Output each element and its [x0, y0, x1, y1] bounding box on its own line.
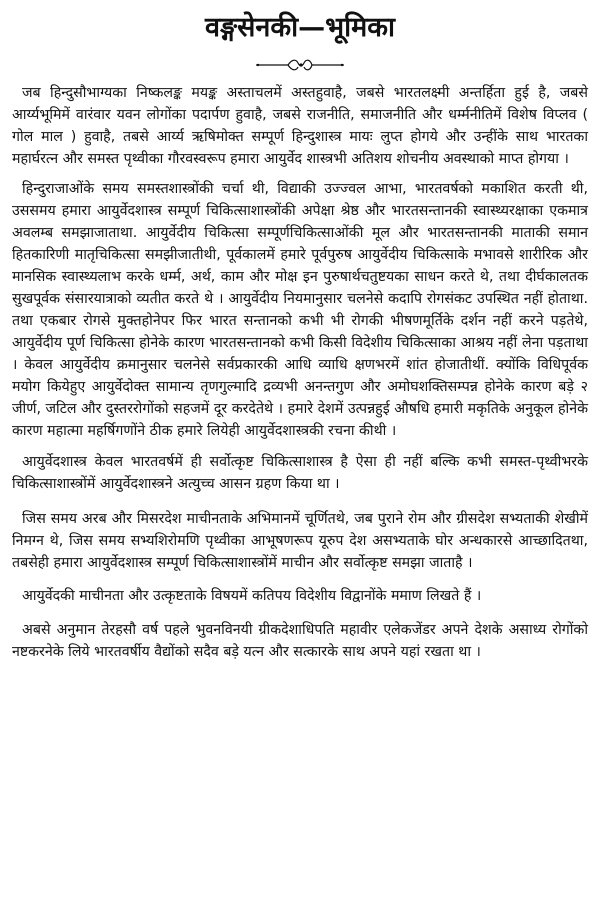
title-ornament	[252, 58, 348, 72]
page-title: वङ्गसेनकी—भूमिका	[205, 12, 395, 43]
paragraph: आयुर्वेदकी माचीनता और उत्कृष्टताके विषयमें कतिपय विदेशीय विद्वानोंके ममाण लिखते हैं ।	[22, 588, 482, 604]
body-text	[12, 80, 588, 663]
paragraph: जिस समय अरब और मिसरदेश माचीनताके अभिमानमें चूर्णितथे, जब पुराने रोम और ग्रीसदेश सभ्यताकी शेखीमें निमग्न थे, जिस समय सभ्यशिरोमणि पृथ्वीका आभूषणरूप यूरुप देश असभ्यताके घोर अन्धकारसे आच्छादितथा, तबसेही हमारा आयुर्वेदशास्त्र सम्पूर्ण चिकित्साशास्त्रोंमें माचीन और सर्वोत्कृष्ट समझा जाताहै ।	[12, 511, 588, 571]
paragraph: जब हिन्दुसौभाग्यका निष्कलङ्क मयङ्क अस्ताचलमें अस्तहुवाहै, जबसे भारतलक्ष्मी अन्तर्हिता हुई है, जबसे आर्य्यभूमिमें वारंवार यवन लोगोंका पदार्पण हुवाहै, जबसे राजनीति, समाजनीति और धर्म्मनीतिमें विशेष विप्लव ( गोल माल ) हुवाहै, तबसे आर्य्य ऋषिमोक्त सम्पूर्ण हिन्दुशास्त्र मायः लुप्त होगये और उन्हींके साथ भारतका महार्घरत्न और समस्त पृथ्वीका गौरवस्वरूप हमारा आयुर्वेद शास्त्रभी अतिशय शोचनीय अवस्थाको माप्त होगया ।	[12, 85, 588, 167]
paragraph: आयुर्वेदशास्त्र केवल भारतवर्षमें ही सर्वोत्कृष्ट चिकित्साशास्त्र है ऐसा ही नहीं बल्कि कभी समस्त-पृथ्वीभरके चिकित्साशास्त्रोंमें आयुर्वेदशास्त्रने अत्युच्च आसन ग्रहण किया था ।	[12, 454, 588, 492]
paragraph: अबसे अनुमान तेरहसौ वर्ष पहले भुवनविनयी ग्रीकदेशाधिपति महावीर एलेकजेंडर अपने देशके असाध्य रोगोंको नष्टकरनेके लिये भारतवर्षीय वैद्योंको सदैव बड़े यत्न और सत्कारके साथ अपने यहां रखता था ।	[12, 622, 588, 660]
paragraph: हिन्दुराजाओंके समय समस्तशास्त्रोंकी चर्चा थी, विद्याकी उज्ज्वल आभा, भारतवर्षको मकाशित करती थी, उससमय हमारा आयुर्वेदशास्त्र सम्पूर्ण चिकित्साशास्त्रोंकी अपेक्षा श्रेष्ठ और भारतसन्तानकी स्वास्थ्यरक्षाका एकमात्र अवलम्ब समझाजाताथा. आयुर्वेदीय चिकित्सा सम्पूर्णचिकित्साओंकी मूल और भारतसन्तानकी माताकी समान हितकारिणी मातृचिकित्सा समझीजातीथी, पूर्वकालमें हमारे पूर्वपुरुष आयुर्वेदीय चिकित्साके मभावसे शारीरिक और मानसिक स्वास्थ्यलाभ करके धर्म्म, अर्थ, काम और मोक्ष इन पुरुषार्थचतुष्टयका साधन करते थे, तथा दीर्घकालतक सुखपूर्वक संसारयात्राको व्यतीत करते थे । आयुर्वेदीय नियमानुसार चलनेसे कदापि रोगसंकट उपस्थित नहीं होताथा. तथा एकबार रोगसे मुक्तहोनेपर फिर भारत सन्तानको कभी भी रोगकी भीषणमूर्तिके दर्शन नहीं करने पड़तेथे, आयुर्वेदीय पूर्ण चिकित्सा होनेके कारण भारतसन्तानको कभी किसी विदेशीय चिकित्साका आश्रय नहीं लेना पड़ताथा । केवल आयुर्वेदीय क्रमानुसार चलनेसे सर्वप्रकारकी आधि व्याधि क्षणभरमें शांत होजातीथीं. क्योंकि विधिपूर्वक मयोग कियेहुए आयुर्वेदोक्त सामान्य तृणगुल्मादि द्रव्यभी अनन्तगुण और अमोघशक्तिसम्पन्न होनेके कारण बड़े २ जीर्ण, जटिल और दुस्तररोगोंको सहजमें दूर करदेतेथे । हमारे देशमें उत्पन्नहुई औषधि हमारी मकृतिके अनुकूल होनेके कारण महात्मा महर्षिगणोंने ठीक हमारे लियेही आयुर्वेदशास्त्रकी रचना कीथी ।	[12, 181, 588, 439]
